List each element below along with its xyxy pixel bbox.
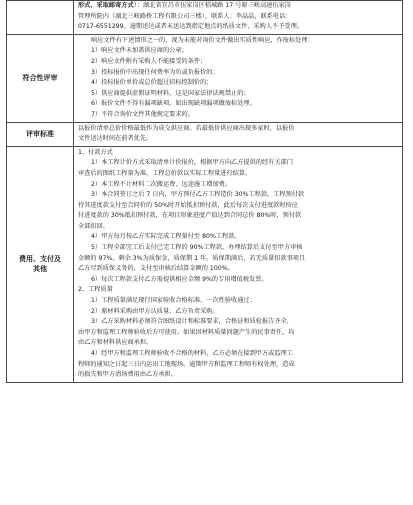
- payment-line: 2、工程质量: [78, 286, 113, 294]
- payment-line: 6）每次工程款支付乙方需提供相应金额 9%的专用增值税发票。: [91, 275, 268, 283]
- address-row-label-cell: [7, 1, 74, 35]
- criteria-line-1: 以报价清单总价价格最低作为成交供应商。若最低价供应商出现多家时，以报价: [78, 124, 295, 132]
- payment-line: 2）原材料采购由甲方认质量，乙方负责采购。: [91, 307, 219, 315]
- payment-line: 4）经甲方和监理工程师验收不合格的材料，乙方必须在接到甲方或监理工: [91, 350, 293, 357]
- criteria-label: 评审标准: [7, 122, 74, 146]
- payment-line: 2）本工程不计材料二次搬运费、远途施工增加费。: [91, 180, 232, 188]
- payment-line: 3）本合同签订之后 7 日内，甲方预付乙方工程造价 30%工程款。工程预付款: [91, 191, 305, 199]
- address-line-1-bold: 形式，采取邮寄方式: [78, 2, 134, 9]
- payment-label: [7, 146, 74, 382]
- compliance-content: [74, 34, 403, 122]
- document-table: [6, 0, 403, 383]
- compliance-item: 7）不符合询价文件其他规定要求的。: [91, 110, 194, 118]
- criteria-row: [7, 122, 403, 146]
- payment-line: 由甲方和监理工程师验收后方可使用。如果因材料质量问题产生的民事责任，均: [78, 328, 295, 336]
- payment-line: 3）乙方采购材料必须符合图纸设计和标准要求，合格证和质检报告齐全，: [91, 318, 293, 326]
- address-row-content: [74, 1, 403, 35]
- address-line-1: [78, 1, 398, 12]
- payment-line: 由乙方和材料供应商承担。: [78, 339, 153, 347]
- payment-line: 审查后的图纸工程量为准，工程总价款以实际工程量进行结算。: [78, 169, 252, 177]
- payment-line: 1）工程质量满足现行国家验收合格标准，一次性验收通过；: [91, 297, 256, 305]
- payment-line: 5）工程全部完工后支付已完工程的 90%工程款，办理结算后支付至甲方审核: [91, 244, 303, 252]
- compliance-row: [7, 34, 403, 122]
- address-line-2: 管理所院内（湖北三峡路桥工程有限公司三楼），联系人：李晶晶，联系电话：: [78, 12, 292, 20]
- compliance-item: 5）供应商提供虚假证明材料，这是国家法律法规禁止的；: [91, 89, 250, 97]
- payment-content: [74, 146, 403, 382]
- payment-line: 乙方尽到质保义务的，支付至审核后结算金额的 100%。: [78, 265, 234, 273]
- address-line-1-text: ）：湖北省宜昌市伍家岗区桔城路 17 号原三峡高速伍家岗: [133, 2, 291, 9]
- payment-label-line-2: 其他: [33, 265, 47, 274]
- criteria-content: [74, 122, 403, 146]
- payment-line: 4）甲方每月按乙方实际完成工程量付至 80%工程款。: [91, 233, 241, 241]
- payment-line: 待其进度款支付至合同价的 50%时开始抵扣预付款，此后每次支付进度款时按应: [78, 201, 298, 209]
- payment-line: 金额的 97%，剩余 3%为质保金，质保期 1 年。质保期满后，若无质量扣款事项且: [78, 254, 306, 262]
- payment-line: 1、付款方式: [78, 148, 113, 156]
- address-row: [7, 1, 403, 35]
- compliance-label: 符合性评审: [7, 34, 74, 122]
- compliance-intro: 响应文件有下述情形之一的，视为未能对询价文件做出实质性响应，作废标处理：: [91, 36, 314, 44]
- compliance-item: 2）响应文件附有采购人不能接受的条件；: [91, 57, 207, 65]
- compliance-item: 6）报价文件不得有漏项缺项，如出现缺项漏项做废标处理。: [91, 100, 256, 108]
- payment-label-line-1: 费用、支付及: [19, 254, 61, 263]
- compliance-item: 1）响应文件未加盖供应商的公章；: [91, 47, 188, 55]
- payment-line: 程师的通知之日起三日内运出工地现场。逾期甲方和监理工程师有权处理，造成: [78, 360, 295, 368]
- payment-line: 的损失和甲方清场费用由乙方承担。: [78, 371, 177, 379]
- criteria-line-2: 文件送达时间在前者优先。: [78, 135, 153, 143]
- payment-line: 付进度款的 30%抵扣预付款，在项目形象进度产值达到合同总价 80%时，预付款: [78, 212, 302, 220]
- payment-line: 全部扣回。: [78, 222, 109, 230]
- compliance-item: 3）投标报价中出现任何费率为负或负报价的；: [91, 68, 219, 76]
- compliance-item: 4）投标报价单价或总价超过招标控制价的；: [91, 79, 213, 87]
- payment-row: [7, 146, 403, 382]
- payment-line: 1）本工程计价方式采取清单计价报价，根据甲方向乙方提供的经有关部门: [91, 159, 293, 167]
- address-line-3: 0717-6551299。逾期送达或者未送达到指定地点的纸质文件，采购人不予受理。: [78, 23, 303, 31]
